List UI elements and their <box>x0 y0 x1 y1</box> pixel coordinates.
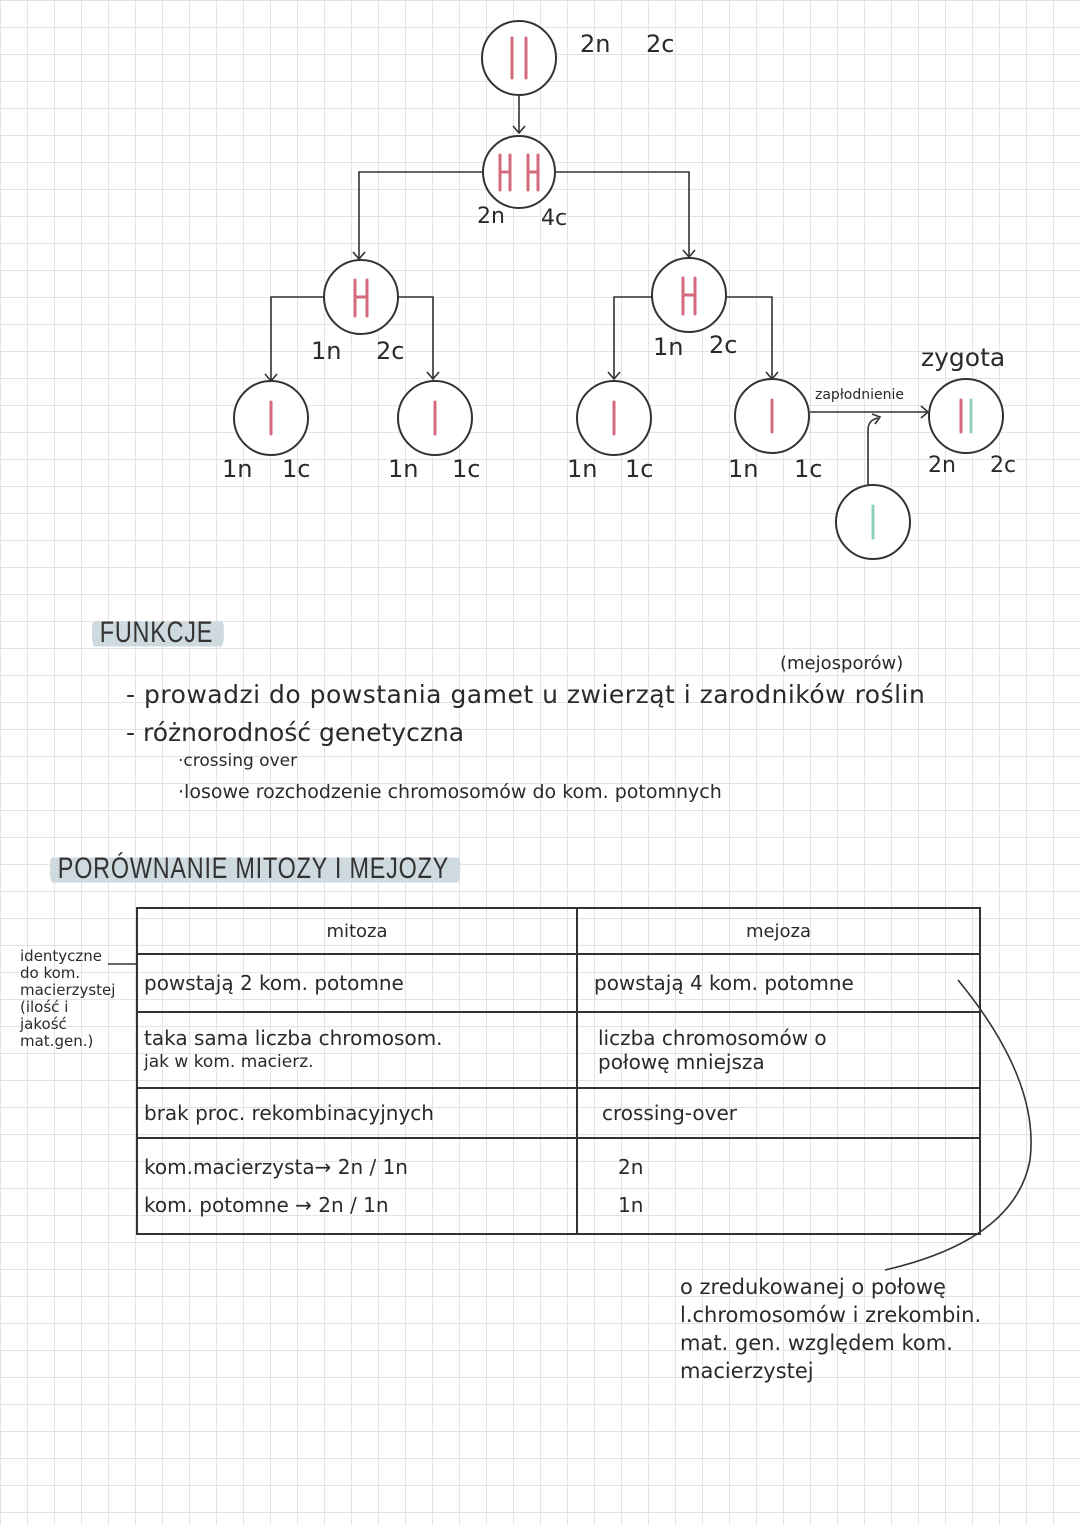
header-meiosis: mejoza <box>577 908 980 954</box>
label-root-ploidy: 2n <box>580 30 611 58</box>
cell-mitosis: taka sama liczba chromosom. jak w kom. macierz. <box>137 1012 577 1088</box>
label-zygote-dna: 2c <box>990 453 1017 478</box>
label-leaf4-dna: 1c <box>794 455 823 483</box>
label-zygote-ploidy: 2n <box>928 453 956 478</box>
label-leaf4-ploidy: 1n <box>728 455 759 483</box>
label-meta-ploidy: 2n <box>477 204 505 229</box>
side-note: identyczne do kom. macierzystej (ilość i jakość mat.gen.) <box>20 947 116 1050</box>
label-leaf1-ploidy: 1n <box>222 455 253 483</box>
label-zygote: zygota <box>921 343 1006 372</box>
label-fertilization: zapłodnienie <box>815 387 904 403</box>
label-leaf2-ploidy: 1n <box>388 455 419 483</box>
label-root-dna: 2c <box>646 30 675 58</box>
cell-mitosis: kom.macierzysta→ 2n / 1n kom. potomne → 2n / 1n <box>137 1138 577 1234</box>
cell-mitosis: brak proc. rekombinacyjnych <box>137 1088 577 1138</box>
label-rightmid-ploidy: 1n <box>653 333 684 361</box>
label-meta-dna: 4c <box>541 206 568 231</box>
label-leftmid-dna: 2c <box>376 337 405 365</box>
functions-heading: FUNKCJE <box>92 614 224 652</box>
label-rightmid-dna: 2c <box>709 331 738 359</box>
functions-item-1: - prowadzi do powstania gamet u zwierząt i zarodników roślin <box>126 680 926 709</box>
bottom-note: o zredukowanej o połowę l.chromosomów i zrekombin. mat. gen. względem kom. macierzystej <box>680 1275 982 1383</box>
comparison-heading: PORÓWNANIE MITOZY I MEJOZY <box>50 850 460 888</box>
header-mitosis: mitoza <box>137 908 577 954</box>
label-leaf3-ploidy: 1n <box>567 455 598 483</box>
functions-sub-2: ·losowe rozchodzenie chromosomów do kom. potomnych <box>178 781 722 803</box>
label-leftmid-ploidy: 1n <box>311 337 342 365</box>
label-leaf2-dna: 1c <box>452 455 481 483</box>
label-leaf3-dna: 1c <box>625 455 654 483</box>
cell-meiosis: crossing-over <box>577 1088 980 1138</box>
functions-item-2: - różnorodność genetyczna <box>126 718 465 747</box>
cell-meiosis: powstają 4 kom. potomne <box>577 954 980 1012</box>
functions-note: (mejosporów) <box>780 653 904 674</box>
functions-sub-1: ·crossing over <box>178 751 298 771</box>
cell-meiosis: liczba chromosomów o połowę mniejsza <box>577 1012 980 1088</box>
cell-meiosis: 2n 1n <box>577 1138 980 1234</box>
label-leaf1-dna: 1c <box>282 455 311 483</box>
cell-mitosis: powstają 2 kom. potomne <box>137 954 577 1012</box>
